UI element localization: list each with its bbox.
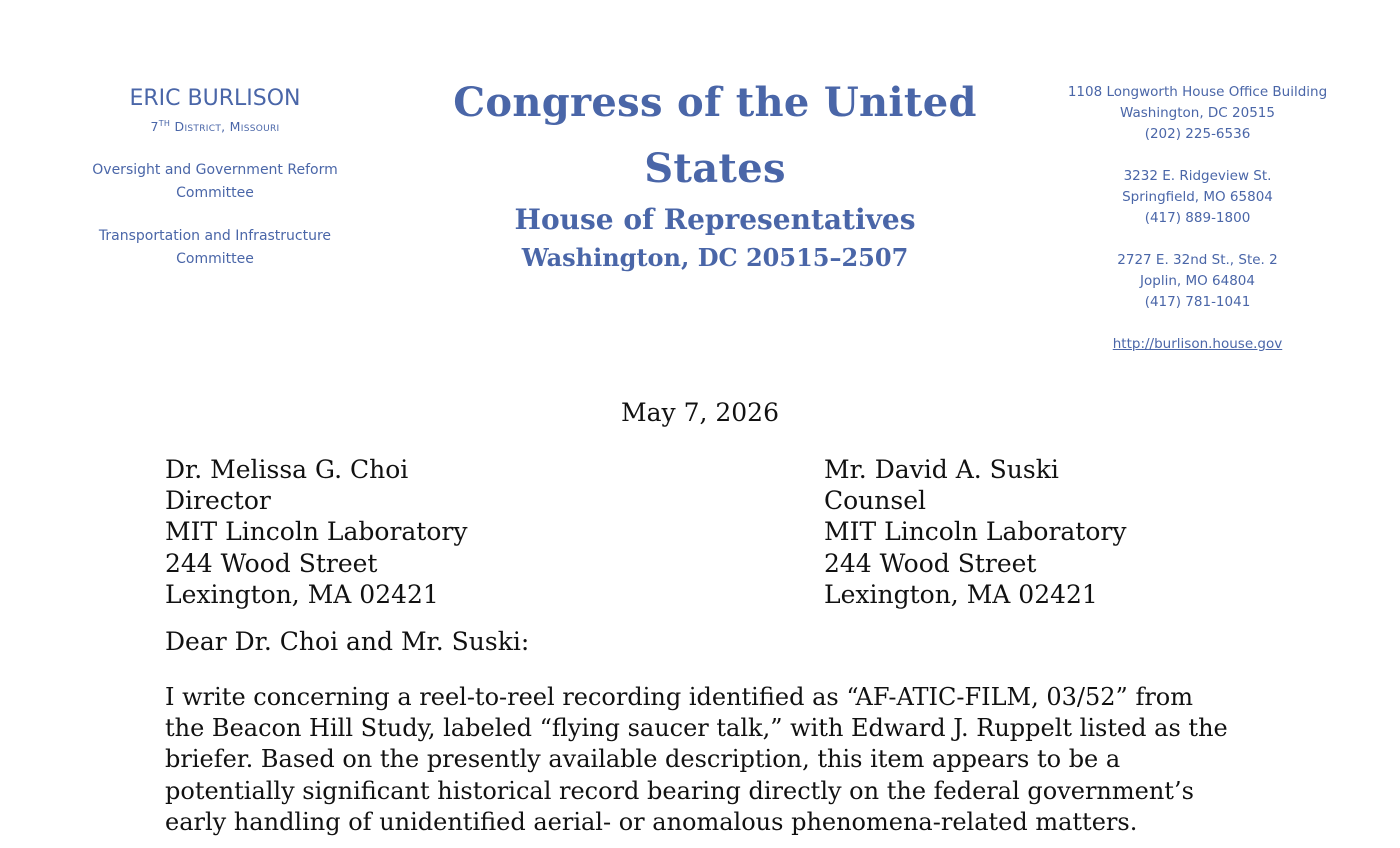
recipient-city: Lexington, MA 02421 [824, 579, 1098, 609]
office-line: 3232 E. Ridgeview St. [1123, 168, 1272, 184]
letterhead-title: Congress of the United States [453, 79, 977, 192]
recipient-street: 244 Wood Street [165, 548, 378, 578]
district-ordinal-suffix: TH [158, 119, 171, 128]
recipient-name: Mr. David A. Suski [824, 455, 1059, 484]
committee-transportation: Transportation and Infrastructure Committee [98, 228, 332, 267]
office-phone: (417) 889-1800 [1144, 210, 1251, 226]
office-line: Springfield, MO 65804 [1122, 189, 1273, 205]
website-link[interactable]: http://burlison.house.gov [1112, 336, 1283, 352]
letterhead-subtitle: House of Representatives [514, 203, 916, 236]
letterhead-title-block [410, 70, 1020, 280]
district-number: 7 [150, 119, 159, 134]
office-line: Joplin, MO 64804 [1140, 273, 1255, 289]
member-district [70, 115, 360, 136]
office-phone: (417) 781-1041 [1144, 294, 1251, 310]
office-dc [1040, 82, 1355, 145]
recipient-address-left [165, 454, 467, 610]
office-springfield [1040, 166, 1355, 229]
paragraph-line: I write concerning a reel-to-reel recording identified as “AF-ATIC-FILM, 03/52” from [165, 683, 1194, 711]
recipient-title: Counsel [824, 486, 927, 516]
office-line: Washington, DC 20515 [1120, 105, 1275, 121]
paragraph-line: early handling of unidentified aerial- or anomalous phenomena-related matters. [165, 807, 1138, 836]
recipient-street: 244 Wood Street [824, 548, 1037, 578]
recipient-title: Director [165, 486, 271, 516]
recipient-address-right [824, 454, 1126, 610]
member-name: ERIC BURLISON [129, 86, 301, 111]
paragraph-line: potentially significant historical record bearing directly on the federal government’s [165, 776, 1194, 805]
salutation: Dear Dr. Choi and Mr. Suski: [165, 627, 530, 656]
office-joplin [1040, 250, 1355, 313]
recipient-organization: MIT Lincoln Laboratory [165, 517, 468, 547]
member-info [70, 84, 360, 270]
office-line: 2727 E. 32nd St., Ste. 2 [1117, 252, 1278, 268]
district-name: District, Missouri [170, 119, 280, 134]
recipient-city: Lexington, MA 02421 [165, 579, 439, 609]
body-paragraph [165, 682, 1245, 838]
office-line: 1108 Longworth House Office Building [1067, 84, 1328, 100]
office-addresses [1040, 82, 1355, 355]
committee-oversight: Oversight and Government Reform Committee [92, 162, 338, 201]
recipient-name: Dr. Melissa G. Choi [165, 455, 409, 484]
paragraph-line: briefer. Based on the presently available description, this item appears to be a [165, 745, 1121, 774]
letter-date: May 7, 2026 [621, 398, 779, 427]
paragraph-line: the Beacon Hill Study, labeled “flying saucer talk,” with Edward J. Ruppelt listed as the [165, 714, 1228, 743]
letterhead-city: Washington, DC 20515–2507 [521, 243, 909, 272]
office-phone: (202) 225-6536 [1144, 126, 1251, 142]
recipient-organization: MIT Lincoln Laboratory [824, 517, 1127, 547]
